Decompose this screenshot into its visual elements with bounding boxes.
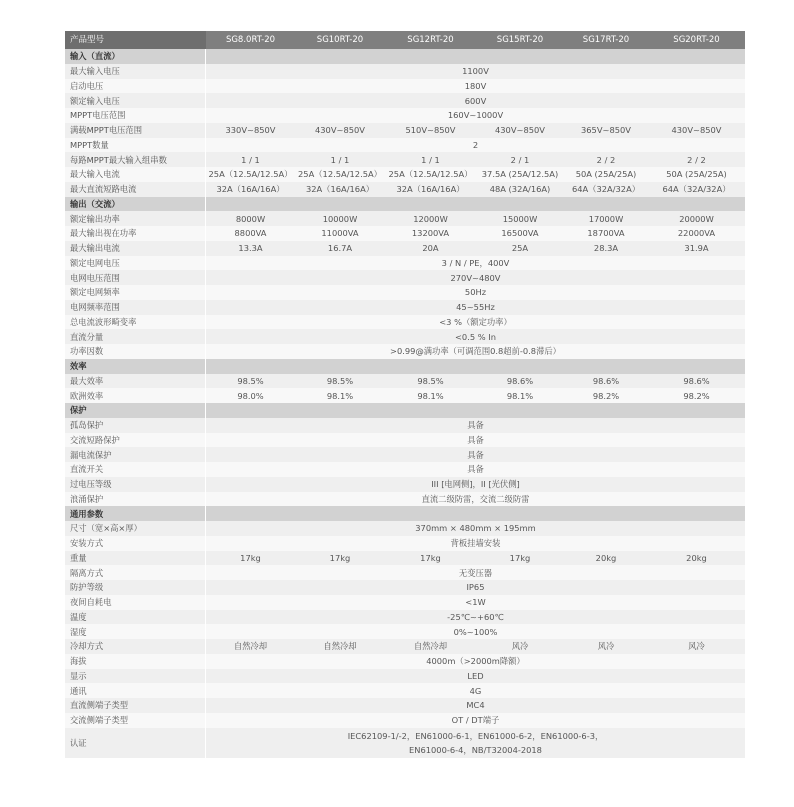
- spec-value-line: MC4: [466, 700, 485, 711]
- spec-value: 8800VA: [206, 226, 295, 241]
- model-header: SG10RT-20: [295, 31, 385, 49]
- model-header: SG20RT-20: [648, 31, 745, 49]
- spec-value-line: III [电网侧]，II [光伏侧]: [431, 479, 520, 490]
- spec-label: 最大效率: [65, 374, 206, 389]
- spec-label: 最大输出视在功率: [65, 226, 206, 241]
- spec-label: 最大直流短路电流: [65, 182, 206, 197]
- spec-label: 最大输入电压: [65, 64, 206, 79]
- spec-value: 风冷: [564, 639, 648, 654]
- spec-value: 22000VA: [648, 226, 745, 241]
- spec-value-line: 具备: [467, 464, 484, 475]
- spec-row: [65, 182, 745, 197]
- spec-row: [65, 624, 745, 639]
- section-header-row: [65, 403, 745, 418]
- spec-value-line: 45~55Hz: [456, 302, 495, 313]
- spec-value: 2 / 2: [648, 152, 745, 167]
- spec-value-merged: [206, 610, 745, 625]
- section-title: 效率: [65, 359, 206, 374]
- spec-value-merged: [206, 447, 745, 462]
- model-header: SG15RT-20: [476, 31, 564, 49]
- spec-value: 64A（32A/32A）: [648, 182, 745, 197]
- spec-value-merged: [206, 433, 745, 448]
- spec-value-line: <3 %（额定功率）: [439, 316, 512, 327]
- spec-label: 漏电流保护: [65, 447, 206, 462]
- spec-value-merged: [206, 270, 745, 285]
- spec-label: 电网电压范围: [65, 270, 206, 285]
- spec-value: 17kg: [385, 551, 476, 566]
- spec-value: 98.6%: [564, 374, 648, 389]
- spec-value: 31.9A: [648, 241, 745, 256]
- spec-value: 17000W: [564, 211, 648, 226]
- spec-value: 32A（16A/16A）: [385, 182, 476, 197]
- spec-value-merged: [206, 256, 745, 271]
- spec-body: [65, 49, 745, 758]
- spec-row: [65, 374, 745, 389]
- spec-value-line-2: EN61000-6-4，NB/T32004-2018: [409, 744, 542, 755]
- spec-value: 11000VA: [295, 226, 385, 241]
- spec-row: [65, 167, 745, 182]
- spec-value-merged: [206, 521, 745, 536]
- spec-label: 额定输出功率: [65, 211, 206, 226]
- spec-row: [65, 300, 745, 315]
- spec-value-merged: [206, 728, 745, 758]
- spec-row: [65, 698, 745, 713]
- spec-label: MPPT电压范围: [65, 108, 206, 123]
- spec-value-line: 370mm × 480mm × 195mm: [415, 523, 536, 534]
- spec-value-merged: [206, 315, 745, 330]
- spec-row: [65, 595, 745, 610]
- spec-value: 风冷: [648, 639, 745, 654]
- spec-label: 温度: [65, 610, 206, 625]
- spec-label: 直流侧端子类型: [65, 698, 206, 713]
- spec-value-line: 0%~100%: [453, 626, 498, 637]
- spec-value-line: 背板挂墙安装: [450, 538, 501, 549]
- spec-value: 32A（16A/16A）: [295, 182, 385, 197]
- spec-label: 孤岛保护: [65, 418, 206, 433]
- spec-value: 16.7A: [295, 241, 385, 256]
- spec-label: MPPT数量: [65, 138, 206, 153]
- spec-value-merged: [206, 462, 745, 477]
- spec-label: 额定输入电压: [65, 93, 206, 108]
- section-header-row: [65, 506, 745, 521]
- spec-row: [65, 492, 745, 507]
- spec-label: 交流短路保护: [65, 433, 206, 448]
- section-filler: [206, 359, 745, 374]
- spec-value: 自然冷却: [295, 639, 385, 654]
- spec-row: [65, 713, 745, 728]
- spec-value-merged: [206, 595, 745, 610]
- spec-label: 每路MPPT最大输入组串数: [65, 152, 206, 167]
- spec-value: 17kg: [295, 551, 385, 566]
- spec-row: [65, 256, 745, 271]
- spec-label: 满载MPPT电压范围: [65, 123, 206, 138]
- spec-value-merged: [206, 64, 745, 79]
- spec-value: 12000W: [385, 211, 476, 226]
- spec-value: 15000W: [476, 211, 564, 226]
- spec-row: [65, 270, 745, 285]
- spec-label: 最大输入电流: [65, 167, 206, 182]
- spec-value-merged: [206, 698, 745, 713]
- spec-value: 330V~850V: [206, 123, 295, 138]
- spec-label: 交流侧端子类型: [65, 713, 206, 728]
- spec-value-line: 具备: [467, 434, 484, 445]
- spec-value: 2 / 1: [476, 152, 564, 167]
- spec-value-line: 3 / N / PE，400V: [441, 257, 510, 268]
- spec-value: 20kg: [564, 551, 648, 566]
- spec-row: [65, 344, 745, 359]
- spec-value: 98.1%: [476, 388, 564, 403]
- spec-value-merged: [206, 344, 745, 359]
- spec-value: 17kg: [476, 551, 564, 566]
- spec-row: [65, 329, 745, 344]
- spec-row: [65, 241, 745, 256]
- spec-value: 13200VA: [385, 226, 476, 241]
- spec-label: 重量: [65, 551, 206, 566]
- spec-value: 28.3A: [564, 241, 648, 256]
- spec-row: [65, 93, 745, 108]
- spec-label: 湿度: [65, 624, 206, 639]
- model-header: SG12RT-20: [385, 31, 476, 49]
- header-row: [65, 31, 745, 49]
- spec-value: 98.5%: [206, 374, 295, 389]
- spec-label: 安装方式: [65, 536, 206, 551]
- spec-row: [65, 447, 745, 462]
- spec-value: 98.1%: [295, 388, 385, 403]
- spec-value-line: <1W: [465, 597, 486, 608]
- spec-row: [65, 610, 745, 625]
- spec-row: [65, 536, 745, 551]
- spec-value: 风冷: [476, 639, 564, 654]
- spec-value-merged: [206, 669, 745, 684]
- spec-value: 18700VA: [564, 226, 648, 241]
- spec-value: 98.6%: [648, 374, 745, 389]
- spec-label: 欧洲效率: [65, 388, 206, 403]
- spec-row: [65, 123, 745, 138]
- section-filler: [206, 49, 745, 64]
- spec-value-line: 直流二级防雷，交流二级防雷: [421, 493, 530, 504]
- spec-label: 直流开关: [65, 462, 206, 477]
- section-filler: [206, 506, 745, 521]
- spec-value: 25A（12.5A/12.5A）: [385, 167, 476, 182]
- spec-value: 25A（12.5A/12.5A）: [295, 167, 385, 182]
- spec-row: [65, 580, 745, 595]
- spec-label: 认证: [65, 728, 206, 758]
- spec-value-merged: [206, 683, 745, 698]
- spec-row: [65, 669, 745, 684]
- spec-value-line: 180V: [464, 80, 487, 91]
- spec-label: 海拔: [65, 654, 206, 669]
- spec-label: 通讯: [65, 683, 206, 698]
- header-label: 产品型号: [65, 31, 206, 49]
- spec-value-merged: [206, 536, 745, 551]
- spec-value: 1 / 1: [385, 152, 476, 167]
- section-filler: [206, 403, 745, 418]
- spec-value: 98.2%: [648, 388, 745, 403]
- spec-value: 1 / 1: [295, 152, 385, 167]
- section-title: 通用参数: [65, 506, 206, 521]
- spec-value: 16500VA: [476, 226, 564, 241]
- spec-value-line: 2: [472, 139, 479, 150]
- spec-row: [65, 521, 745, 536]
- spec-label: 额定电网电压: [65, 256, 206, 271]
- section-filler: [206, 197, 745, 212]
- spec-value-line: >0.99@满功率（可调范围0.8超前-0.8滞后）: [390, 346, 561, 357]
- spec-value: 17kg: [206, 551, 295, 566]
- spec-value: 98.0%: [206, 388, 295, 403]
- spec-value-line: 具备: [467, 449, 484, 460]
- spec-row: [65, 285, 745, 300]
- spec-value: 13.3A: [206, 241, 295, 256]
- spec-label: 冷却方式: [65, 639, 206, 654]
- spec-label: 防护等级: [65, 580, 206, 595]
- spec-value: 50A (25A/25A): [648, 167, 745, 182]
- section-title: 保护: [65, 403, 206, 418]
- spec-row: [65, 683, 745, 698]
- spec-row: [65, 551, 745, 566]
- spec-value-merged: [206, 138, 745, 153]
- spec-value: 2 / 2: [564, 152, 648, 167]
- spec-row: [65, 388, 745, 403]
- spec-value-line: 4000m（>2000m降额）: [426, 656, 525, 667]
- spec-value-line: <0.5 % In: [454, 331, 496, 342]
- spec-row: [65, 64, 745, 79]
- spec-value: 20000W: [648, 211, 745, 226]
- spec-value: 430V~850V: [476, 123, 564, 138]
- spec-value: 10000W: [295, 211, 385, 226]
- spec-value-line: 600V: [464, 95, 487, 106]
- spec-value: 365V~850V: [564, 123, 648, 138]
- spec-row: [65, 226, 745, 241]
- spec-label: 浪涌保护: [65, 492, 206, 507]
- section-header-row: [65, 49, 745, 64]
- spec-label: 过电压等级: [65, 477, 206, 492]
- spec-value: 1 / 1: [206, 152, 295, 167]
- spec-value-line: 160V~1000V: [447, 110, 504, 121]
- spec-row: [65, 418, 745, 433]
- spec-label: 显示: [65, 669, 206, 684]
- spec-value-line: OT / DT端子: [451, 715, 500, 726]
- spec-label: 尺寸（宽×高×厚）: [65, 521, 206, 536]
- spec-value-merged: [206, 300, 745, 315]
- spec-row: [65, 477, 745, 492]
- spec-row: [65, 315, 745, 330]
- spec-label: 直流分量: [65, 329, 206, 344]
- spec-value: 37.5A (25A/12.5A): [476, 167, 564, 182]
- spec-value-merged: [206, 108, 745, 123]
- model-header: SG8.0RT-20: [206, 31, 295, 49]
- spec-value: 32A（16A/16A）: [206, 182, 295, 197]
- spec-value: 8000W: [206, 211, 295, 226]
- spec-value: 510V~850V: [385, 123, 476, 138]
- spec-value-line: 无变压器: [458, 567, 493, 578]
- spec-value: 98.6%: [476, 374, 564, 389]
- spec-row: [65, 462, 745, 477]
- spec-label: 额定电网频率: [65, 285, 206, 300]
- spec-label: 总电流波形畸变率: [65, 315, 206, 330]
- spec-value-merged: [206, 79, 745, 94]
- spec-row: [65, 654, 745, 669]
- spec-value-merged: [206, 477, 745, 492]
- spec-value-merged: [206, 93, 745, 108]
- spec-value-line: 270V~480V: [450, 272, 501, 283]
- spec-row: [65, 108, 745, 123]
- spec-value-merged: [206, 418, 745, 433]
- section-header-row: [65, 359, 745, 374]
- section-title: 输入（直流）: [65, 49, 206, 64]
- spec-value-line: 具备: [467, 420, 484, 431]
- spec-value: 25A: [476, 241, 564, 256]
- spec-label: 隔离方式: [65, 565, 206, 580]
- spec-value: 98.2%: [564, 388, 648, 403]
- spec-value: 430V~850V: [295, 123, 385, 138]
- spec-value-line: IP65: [466, 582, 485, 593]
- spec-label: 功率因数: [65, 344, 206, 359]
- spec-value-line: 1100V: [462, 66, 489, 77]
- spec-value-merged: [206, 565, 745, 580]
- spec-label: 启动电压: [65, 79, 206, 94]
- spec-value: 25A（12.5A/12.5A）: [206, 167, 295, 182]
- spec-value: 98.1%: [385, 388, 476, 403]
- section-title: 输出（交流）: [65, 197, 206, 212]
- spec-value-line: -25℃~+60℃: [447, 611, 504, 622]
- spec-value-line: 50Hz: [464, 287, 487, 298]
- spec-value-merged: [206, 654, 745, 669]
- spec-value-line: LED: [467, 670, 484, 681]
- spec-row: [65, 639, 745, 654]
- spec-row: [65, 152, 745, 167]
- spec-value: 自然冷却: [385, 639, 476, 654]
- spec-value: 64A（32A/32A）: [564, 182, 648, 197]
- spec-value: 98.5%: [385, 374, 476, 389]
- spec-row: [65, 433, 745, 448]
- model-header: SG17RT-20: [564, 31, 648, 49]
- spec-value-line: IEC62109-1/-2，EN61000-6-1，EN61000-6-2，EN61000-6-3，: [347, 730, 604, 741]
- spec-value: 自然冷却: [206, 639, 295, 654]
- spec-value: 48A (32A/16A): [476, 182, 564, 197]
- spec-row: [65, 211, 745, 226]
- spec-value-line: 4G: [469, 685, 482, 696]
- spec-value-merged: [206, 329, 745, 344]
- spec-value-merged: [206, 713, 745, 728]
- spec-label: 电网频率范围: [65, 300, 206, 315]
- spec-label: 夜间自耗电: [65, 595, 206, 610]
- spec-value-merged: [206, 580, 745, 595]
- spec-value: 50A (25A/25A): [564, 167, 648, 182]
- section-header-row: [65, 197, 745, 212]
- spec-value: 98.5%: [295, 374, 385, 389]
- spec-table: [65, 31, 745, 758]
- spec-row: [65, 79, 745, 94]
- spec-label: 最大输出电流: [65, 241, 206, 256]
- spec-value-merged: [206, 624, 745, 639]
- spec-value-merged: [206, 285, 745, 300]
- spec-value: 20kg: [648, 551, 745, 566]
- spec-row: [65, 138, 745, 153]
- spec-value: 430V~850V: [648, 123, 745, 138]
- spec-row: [65, 565, 745, 580]
- spec-value-merged: [206, 492, 745, 507]
- spec-row: [65, 728, 745, 758]
- spec-value: 20A: [385, 241, 476, 256]
